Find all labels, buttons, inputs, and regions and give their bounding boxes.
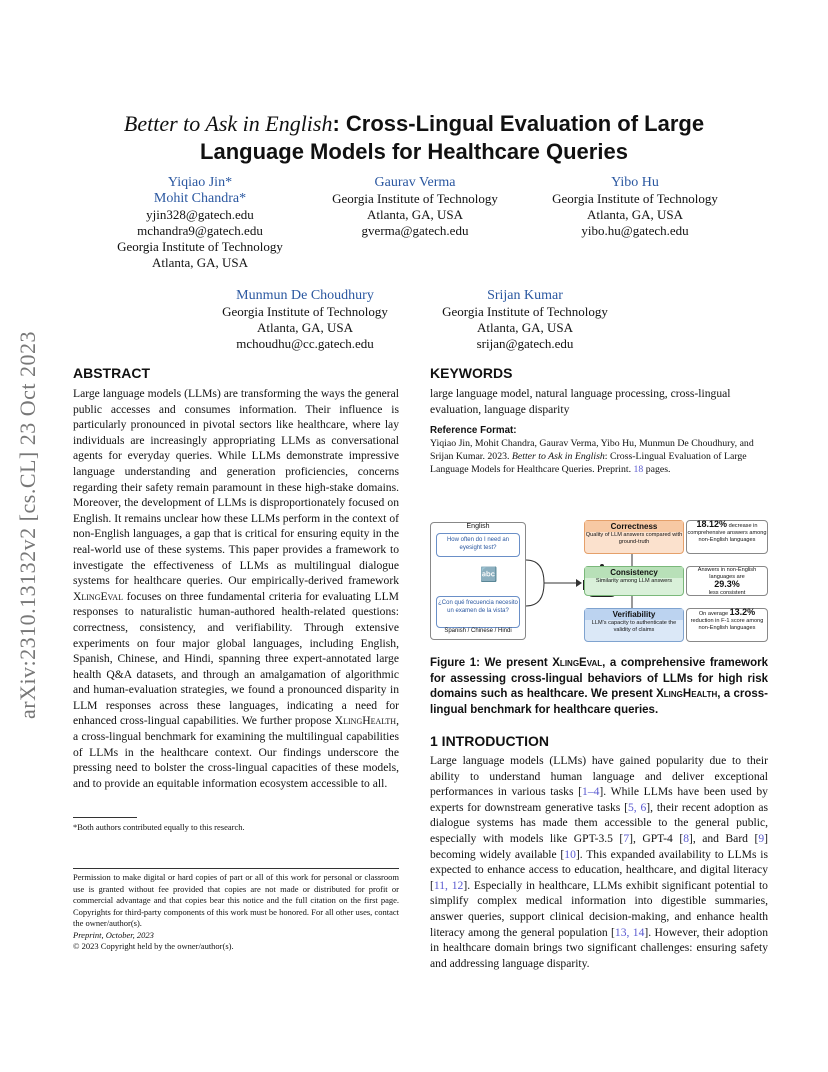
citation-link[interactable]: 9 xyxy=(758,831,765,845)
author-block-1 xyxy=(90,175,310,271)
introduction-section xyxy=(430,733,768,971)
stat-value: 13.2% xyxy=(729,607,756,617)
author-affiliation: Georgia Institute of Technology xyxy=(117,239,283,254)
author-location: Atlanta, GA, USA xyxy=(476,320,574,335)
stat-value: 29.3% xyxy=(714,579,740,589)
abstract-heading: ABSTRACT xyxy=(73,365,150,381)
paper-title xyxy=(60,110,768,166)
stat-prefix: On average xyxy=(698,611,729,617)
author-name[interactable]: Yibo Hu xyxy=(611,175,659,190)
author-affiliation: Georgia Institute of Technology xyxy=(442,304,608,319)
english-question: How often do I need an eyesight test? xyxy=(436,533,520,557)
author-location: Atlanta, GA, USA xyxy=(151,255,249,270)
author-location: Atlanta, GA, USA xyxy=(586,207,684,222)
author-name[interactable]: Munmun De Choudhury xyxy=(236,288,374,303)
spanish-question: ¿Con qué frecuencia necesito un examen de la vista? xyxy=(436,596,520,628)
introduction-heading: 1 INTRODUCTION xyxy=(430,733,549,749)
reference-format xyxy=(430,424,768,476)
author-block-4 xyxy=(200,288,410,352)
footnote-rule xyxy=(73,817,137,818)
title-bold: : Cross-Lingual Evaluation of Large xyxy=(332,111,705,136)
citation-link[interactable]: 7 xyxy=(623,831,630,845)
keywords-heading: KEYWORDS xyxy=(430,365,513,381)
footnote: *Both authors contributed equally to this research. xyxy=(73,822,245,832)
preprint-note: Preprint, October, 2023 xyxy=(73,929,154,940)
figure-1 xyxy=(430,518,768,646)
permission-text: Permission to make digital or hard copies of part or all of this work for personal or classroom use is granted without fee provided that copies are not made or distributed for profit or commercial advantage and that copies bear this notice and the full citation on the first page. Copyrights for third-party components of this work must be honored. For all other uses, contact the owner/author(s). xyxy=(73,872,399,928)
stat-desc: decrease in comprehensive answers among non-English languages xyxy=(687,523,767,543)
stat-prefix: Answers in non-English languages are xyxy=(697,567,757,580)
title-line2: Language Models for Healthcare Queries xyxy=(200,139,628,164)
permission-rule xyxy=(73,868,399,869)
author-name[interactable]: Yiqiao Jin* xyxy=(167,175,233,190)
author-email: srijan@gatech.edu xyxy=(476,336,574,351)
metric-correctness xyxy=(584,520,684,554)
figure-caption: Figure 1: We present XlingEval, a comprehensive framework for assessing cross-lingual behaviors of LLMs for high risk domains such as healthcare. We present XlingHealth, a cross-lingual benchmark for healthcare queries. xyxy=(430,657,768,716)
metric-name: Verifiability xyxy=(585,609,683,620)
author-name[interactable]: Mohit Chandra* xyxy=(153,191,247,206)
translate-icon: 🔤 xyxy=(480,566,498,582)
arxiv-id: arXiv:2310.13132v2 [cs.CL] 23 Oct 2023 xyxy=(15,330,40,720)
stat-desc: less consistent xyxy=(708,590,746,596)
stat-verifiability xyxy=(686,608,768,642)
introduction-text: Large language models (LLMs) have gained popularity due to their ability to understand human language and deliver exceptional performances in various tasks [1–4]. While LLMs have been used by experts for downstream generative tasks [5, 6], their recent adoption as dialogue systems has made them accessible to the general public, especially with models like GPT-3.5 [7], GPT-4 [8], and Bard [9] becoming widely available [10]. This expanded availability to LLMs is expected to enhance access to education, healthcare, and digital literacy [11, 12]. Especially in healthcare, LLMs exhibit significant potential to simplify complex medical information into digestible summaries, answer queries, support clinical decision-making, and enhance health literacy among the general population [13, 14]. However, their adoption in healthcare domain brings two significant challenges: ensuring safety and addressing language disparity. xyxy=(430,754,768,970)
author-block-5 xyxy=(420,288,630,352)
author-email: yibo.hu@gatech.edu xyxy=(581,223,689,238)
author-block-2 xyxy=(310,175,520,239)
citation-link[interactable]: 11, 12 xyxy=(433,878,464,892)
metric-verifiability xyxy=(584,608,684,642)
title-italic: Better to Ask in English xyxy=(123,111,333,136)
metric-name: Consistency xyxy=(585,567,683,578)
author-name[interactable]: Gaurav Verma xyxy=(374,175,456,190)
metric-desc: Quality of LLM answers compared with ground-truth xyxy=(585,532,683,545)
stat-consistency xyxy=(686,566,768,596)
metric-name: Correctness xyxy=(585,521,683,532)
xlinghealth-name: XlingHealth xyxy=(334,714,397,728)
citation-link[interactable]: 10 xyxy=(564,847,576,861)
author-affiliation: Georgia Institute of Technology xyxy=(552,191,718,206)
author-email: yjin328@gatech.edu xyxy=(146,207,254,222)
stat-correctness xyxy=(686,520,768,554)
permission-block xyxy=(73,872,399,953)
citation-link[interactable]: 13, 14 xyxy=(614,925,645,939)
copyright-note: © 2023 Copyright held by the owner/author(s). xyxy=(73,941,234,951)
citation-link[interactable]: 1–4 xyxy=(582,785,600,799)
author-block-3 xyxy=(530,175,740,239)
arrow-icon xyxy=(524,558,584,608)
abstract-text: Large language models (LLMs) are transforming the ways the general public accesses and consumes information. Their influence is particularly pronounced in pivotal sectors like healthcare, where lay individuals are increasingly appropriating LLMs as conversational agents for everyday queries. While LLMs demonstrate impressive language understanding and generation proficiencies, concerns regarding their safety remain paramount in these high-stake domains. Moreover, the development of LLMs is disproportionately focused on English. It remains unclear how these LLMs perform in the context of non-English languages, a gap that is critical for ensuring equity in the real-world use of these systems. This paper provides a framework to investigate the effectiveness of LLMs as multilingual dialogue systems for healthcare queries. Our empirically-derived framework XlingEval focuses on three fundamental criteria for evaluating LLM responses to naturalistic human-authored health-related questions: correctness, consistency, and verifiability. Through extensive experiments on four major global languages, including English, Spanish, Chinese, and Hindi, spanning three expert-annotated large health Q&A datasets, and through an amalgamation of algorithmic and human-evaluation strategies, we found a pronounced disparity in LLM responses across these languages, indicating a need for enhanced cross-lingual capabilities. We further propose XlingHealth, a cross-lingual benchmark for examining the multilingual capabilities of LLMs in the healthcare context. Our findings underscore the pressing need to bolster the cross-lingual capacities of these models, and to provide an equitable information ecosystem accessible to all. xyxy=(73,387,399,790)
keywords-section xyxy=(430,365,768,417)
keywords-text: large language model, natural language processing, cross-lingual evaluation, language disparity xyxy=(430,387,731,416)
languages-label: Spanish / Chinese / Hindi xyxy=(444,628,512,634)
reference-heading: Reference Format: xyxy=(430,425,517,436)
abstract-section xyxy=(73,365,399,791)
author-name[interactable]: Srijan Kumar xyxy=(487,288,563,303)
author-location: Atlanta, GA, USA xyxy=(256,320,354,335)
pages-link[interactable]: 18 xyxy=(633,464,644,475)
stat-desc: reduction in F-1 score among non-English languages xyxy=(690,618,764,631)
metric-desc: LLM's capacity to authenticate the validity of claims xyxy=(591,620,677,633)
author-affiliation: Georgia Institute of Technology xyxy=(332,191,498,206)
english-label: English xyxy=(466,523,490,530)
author-email: gverma@gatech.edu xyxy=(361,223,469,238)
citation-link[interactable]: 5, 6 xyxy=(627,800,647,814)
author-email: mchoudhu@cc.gatech.edu xyxy=(236,336,374,351)
citation-link[interactable]: 8 xyxy=(683,831,689,845)
arxiv-sidebar xyxy=(8,290,48,760)
stat-value: 18.12% xyxy=(696,519,728,529)
xlingeval-name: XlingEval xyxy=(73,589,123,603)
author-location: Atlanta, GA, USA xyxy=(366,207,464,222)
author-affiliation: Georgia Institute of Technology xyxy=(222,304,388,319)
reference-text: Yiqiao Jin, Mohit Chandra, Gaurav Verma, Yibo Hu, Munmun De Choudhury, and Srijan Kumar. 2023. Better to Ask in English: Cross-Lingual Evaluation of Large Language Models for Healthcare Queries. Preprint. 18 pages. xyxy=(430,438,754,475)
metric-consistency xyxy=(584,566,684,596)
metric-desc: Similarity among LLM answers xyxy=(595,578,673,584)
author-email: mchandra9@gatech.edu xyxy=(137,223,263,238)
